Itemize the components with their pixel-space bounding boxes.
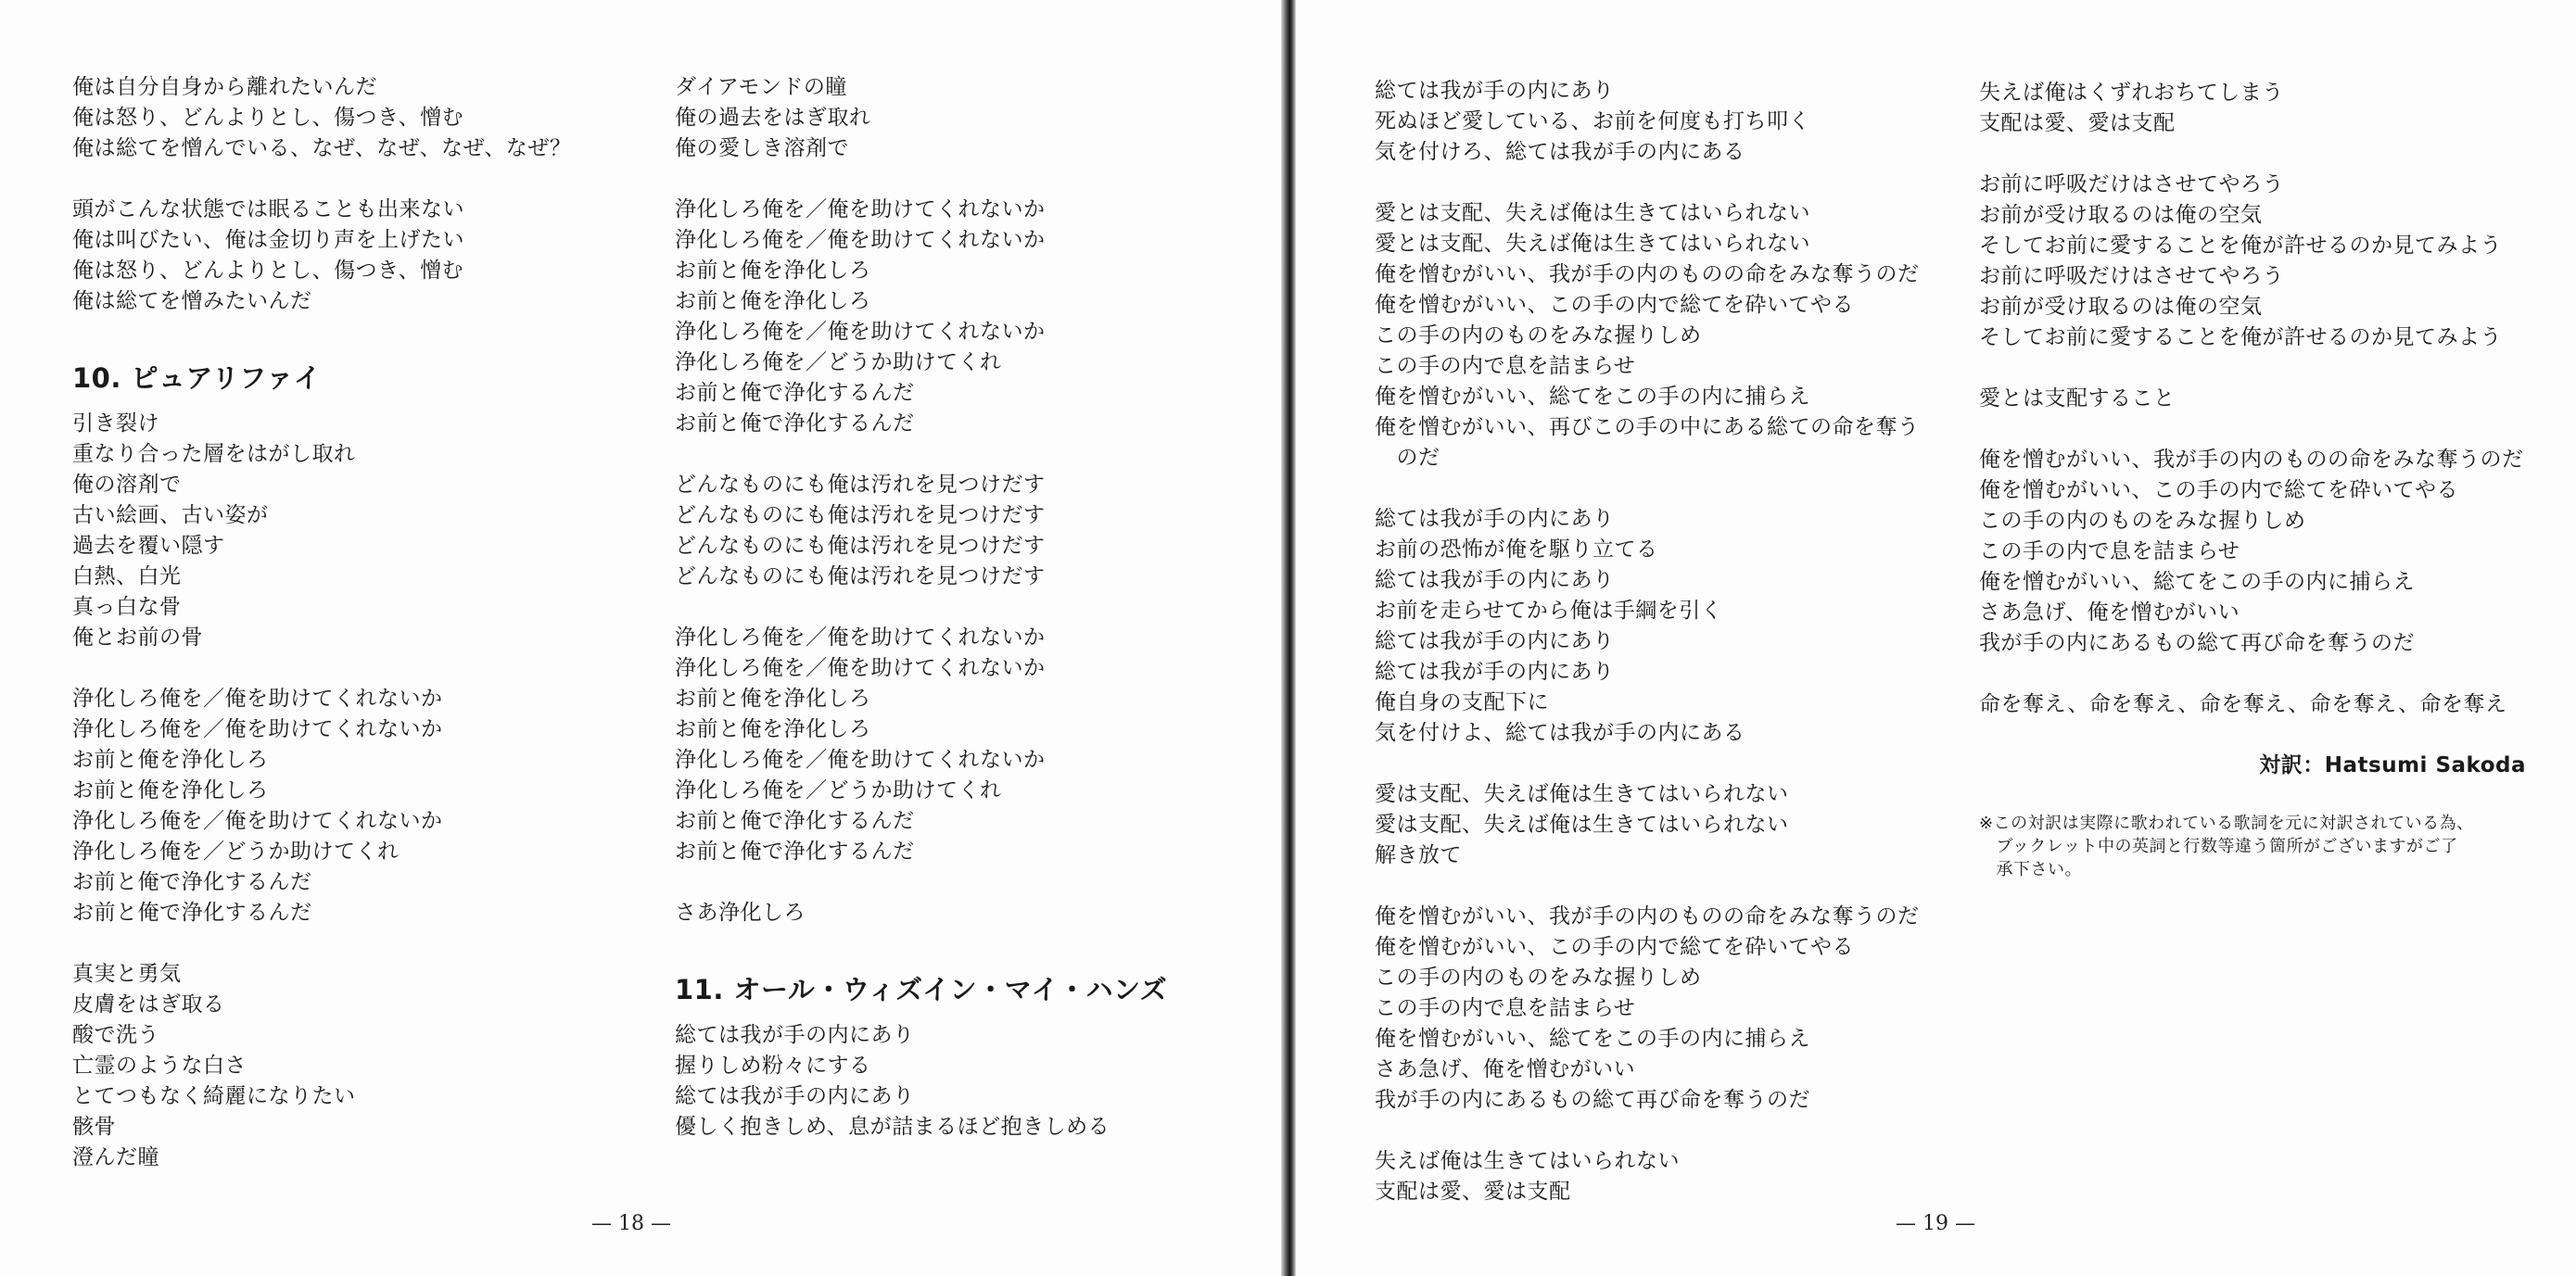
lyric-line: 浄化しろ俺を／俺を助けてくれないか [675,197,1046,221]
lyrics-column-4 [1979,78,2526,881]
blank-line [72,164,571,195]
lyric-line: 愛は支配、失えば俺は生きてはいられない [1375,813,1789,837]
lyric-line: お前を走らせてから俺は手綱を引く [1375,599,1723,623]
lyric-line: 澄んだ瞳 [72,1145,159,1169]
lyric-line: さあ急げ、俺を憎むがいい [1375,1057,1636,1081]
lyric-line: 過去を覆い隠す [72,534,225,558]
lyric-line: 皮膚をはぎ取る [72,992,225,1017]
blank-line [1979,414,2526,445]
lyric-line: お前と俺を浄化しろ [675,289,871,313]
translation-note: ※この対訳は実際に歌われている歌詞を元に対訳されている為、 [1979,814,2474,833]
lyric-line: 総ては我が手の内にあり [1375,629,1615,653]
blank-line [675,592,1167,623]
lyric-line: お前と俺で浄化するんだ [72,870,312,894]
page-number-left: — 18 — [591,1212,671,1235]
lyric-line: 俺を憎むがいい、我が手の内のものの命をみな奪うのだ [1375,262,1920,286]
lyric-line: 俺は叫びたい、俺は金切り声を上げたい [72,228,464,252]
lyric-line: お前と俺を浄化しろ [72,748,269,772]
blank-line [1979,781,2526,812]
lyrics-column-3 [1375,76,1920,1207]
lyric-line: お前と俺で浄化するんだ [675,411,915,436]
lyric-line: お前と俺で浄化するんだ [72,901,312,925]
lyric-line: そしてお前に愛することを俺が許せるのか見てみよう [1979,325,2502,349]
lyric-line: 浄化しろ俺を／どうか助けてくれ [675,778,1002,802]
lyric-line: 優しく抱きしめ、息が詰まるほど抱きしめる [675,1115,1110,1139]
lyric-line: 総ては我が手の内にあり [1375,660,1615,684]
blank-line [675,929,1167,959]
lyric-line: 俺は怒り、どんよりとし、傷つき、憎む [72,259,464,283]
lyric-line: 浄化しろ俺を／俺を助けてくれないか [675,228,1046,252]
translator-credit: 対訳：Hatsumi Sakoda [2259,753,2526,777]
blank-line [1375,749,1920,779]
lyric-line: 総ては我が手の内にあり [675,1023,915,1047]
blank-line [1375,474,1920,504]
lyric-line: 俺を憎むがいい、我が手の内のものの命をみな奪うのだ [1979,448,2524,472]
lyric-line: お前と俺を浄化しろ [72,778,269,802]
lyric-line: この手の内のものをみな握りしめ [1375,323,1702,347]
lyric-line: 俺を憎むがいい、再びこの手の中にある総ての命を奪う [1375,415,1920,439]
lyric-line: この手の内で息を詰まらせ [1375,996,1636,1020]
lyric-line: そしてお前に愛することを俺が許せるのか見てみよう [1979,234,2502,258]
lyrics-column-1 [72,72,571,1173]
blank-line [1375,1116,1920,1146]
lyric-line: 俺を憎むがいい、総てをこの手の内に捕らえ [1979,570,2415,594]
lyric-line: 気を付けろ、総ては我が手の内にある [1375,140,1745,164]
lyric-line: 愛とは支配すること [1979,386,2176,411]
book-spine [1281,0,1296,1276]
lyric-line: 握りしめ粉々にする [675,1054,871,1078]
lyric-line: どんなものにも俺は汚れを見つけだす [675,503,1046,527]
lyric-line: 俺の過去をはぎ取れ [675,106,871,130]
lyric-line: のだ [1375,446,1440,470]
lyric-line: 俺は総てを憎みたいんだ [72,289,312,313]
lyric-line: 解き放て [1375,843,1462,867]
lyric-line: 俺の溶剤で [72,473,182,497]
blank-line [72,653,571,684]
translation-note: 承下さい。 [1979,860,2082,879]
lyric-line: 気を付けよ、総ては我が手の内にある [1375,721,1745,745]
lyric-line: 俺を憎むがいい、この手の内で総てを砕いてやる [1979,478,2458,502]
blank-line [675,164,1167,195]
lyric-line: 失えば俺はくずれおちてしまう [1979,81,2284,105]
lyric-line: お前と俺を浄化しろ [675,717,871,741]
song-title: 10. ピュアリファイ [72,362,322,394]
page-number-right: — 19 — [1896,1212,1975,1235]
lyric-line: 俺自身の支配下に [1375,690,1549,714]
lyric-line: お前と俺を浄化しろ [675,687,871,711]
lyric-line: 浄化しろ俺を／どうか助けてくれ [675,350,1002,374]
lyric-line: この手の内で息を詰まらせ [1979,539,2240,563]
blank-line [72,317,571,347]
lyric-line: 白熱、白光 [72,564,182,588]
lyric-line: 総ては我が手の内にあり [1375,507,1615,531]
blank-line [1375,871,1920,902]
lyric-line: 俺は総てを憎んでいる、なぜ、なぜ、なぜ、なぜ？ [72,136,572,160]
lyric-line: 我が手の内にあるもの総て再び命を奪うのだ [1979,631,2415,655]
lyric-line: お前が受け取るのは俺の空気 [1979,203,2263,227]
lyric-line: お前が受け取るのは俺の空気 [1979,295,2263,319]
lyric-line: 死ぬほど愛している、お前を何度も打ち叩く [1375,109,1810,133]
lyric-line: 浄化しろ俺を／どうか助けてくれ [72,840,400,864]
lyric-line: 支配は愛、愛は支配 [1979,111,2176,135]
lyric-line: 総ては我が手の内にあり [1375,568,1615,592]
lyric-line: 頭がこんな状態では眠ることも出来ない [72,197,464,221]
lyric-line: 亡霊のような白さ [72,1054,247,1078]
lyric-line: お前の恐怖が俺を駆り立てる [1375,537,1658,562]
lyrics-column-2 [675,72,1167,1143]
lyric-line: この手の内のものをみな握りしめ [1375,966,1702,990]
blank-line [1979,659,2526,689]
lyric-line: 古い絵画、古い姿が [72,503,269,527]
lyric-line: 浄化しろ俺を／俺を助けてくれないか [675,625,1046,650]
lyric-line: どんなものにも俺は汚れを見つけだす [675,534,1046,558]
lyric-line: 支配は愛、愛は支配 [1375,1180,1571,1204]
lyric-line: 愛とは支配、失えば俺は生きてはいられない [1375,201,1810,225]
lyric-line: 酸で洗う [72,1023,159,1047]
lyric-line: 総ては我が手の内にあり [675,1084,915,1108]
lyric-line: この手の内で息を詰まらせ [1375,354,1636,378]
lyric-line: 失えば俺は生きてはいられない [1375,1149,1680,1173]
lyric-line: 浄化しろ俺を／俺を助けてくれないか [72,687,443,711]
lyric-line: お前と俺で浄化するんだ [675,809,915,833]
blank-line [1979,720,2526,751]
lyric-line: 浄化しろ俺を／俺を助けてくれないか [72,809,443,833]
lyric-line: 浄化しろ俺を／俺を助けてくれないか [675,748,1046,772]
blank-line [675,867,1167,898]
lyric-line: 総ては我が手の内にあり [1375,79,1615,103]
lyric-line: 愛とは支配、失えば俺は生きてはいられない [1375,232,1810,256]
blank-line [1979,139,2526,170]
lyric-line: 命を奪え、命を奪え、命を奪え、命を奪え、命を奪え [1979,692,2507,716]
translation-note: ブックレット中の英詞と行数等違う箇所がございますがご了 [1979,837,2458,856]
lyric-line: 骸骨 [72,1115,116,1139]
lyric-line: お前に呼吸だけはさせてやろう [1979,172,2284,196]
lyric-line: 浄化しろ俺を／俺を助けてくれないか [675,320,1046,344]
lyric-line: 愛は支配、失えば俺は生きてはいられない [1375,782,1789,806]
lyric-line: 俺を憎むがいい、総てをこの手の内に捕らえ [1375,385,1810,409]
lyric-line: さあ急げ、俺を憎むがいい [1979,600,2240,625]
lyric-line: 俺とお前の骨 [72,625,203,650]
lyric-line: 俺は怒り、どんよりとし、傷つき、憎む [72,106,464,130]
lyric-line: 俺を憎むがいい、我が手の内のものの命をみな奪うのだ [1375,904,1920,929]
lyric-line: お前と俺を浄化しろ [675,259,871,283]
blank-line [675,439,1167,470]
blank-line [1979,353,2526,384]
blank-line [72,929,571,959]
lyric-line: 俺を憎むがいい、総てをこの手の内に捕らえ [1375,1027,1810,1051]
lyric-line: 俺を憎むがいい、この手の内で総てを砕いてやる [1375,935,1854,959]
lyric-line: この手の内のものをみな握りしめ [1979,509,2306,533]
song-title: 11. オール・ウィズイン・マイ・ハンズ [675,974,1168,1005]
lyric-line: ダイアモンドの瞳 [675,75,847,99]
blank-line [1375,168,1920,198]
lyric-line: お前に呼吸だけはさせてやろう [1979,264,2284,288]
lyric-line: どんなものにも俺は汚れを見つけだす [675,564,1046,588]
lyric-line: 浄化しろ俺を／俺を助けてくれないか [72,717,443,741]
lyric-line: 重なり合った層をはがし取れ [72,442,356,466]
lyric-line: お前と俺で浄化するんだ [675,381,915,405]
lyric-line: 我が手の内にあるもの総て再び命を奪うのだ [1375,1088,1810,1112]
lyric-line: 俺は自分自身から離れたいんだ [72,75,377,99]
lyric-line: 俺を憎むがいい、この手の内で総てを砕いてやる [1375,293,1854,317]
lyric-line: 引き裂け [72,411,159,436]
lyric-line: どんなものにも俺は汚れを見つけだす [675,473,1046,497]
lyric-line: 真っ白な骨 [72,595,182,619]
lyric-line: とてつもなく綺麗になりたい [72,1084,356,1108]
lyric-line: お前と俺で浄化するんだ [675,840,915,864]
lyric-line: 真実と勇気 [72,962,182,986]
lyric-line: 浄化しろ俺を／俺を助けてくれないか [675,656,1046,680]
lyric-line: 俺の愛しき溶剤で [675,136,849,160]
lyric-line: さあ浄化しろ [675,901,806,925]
